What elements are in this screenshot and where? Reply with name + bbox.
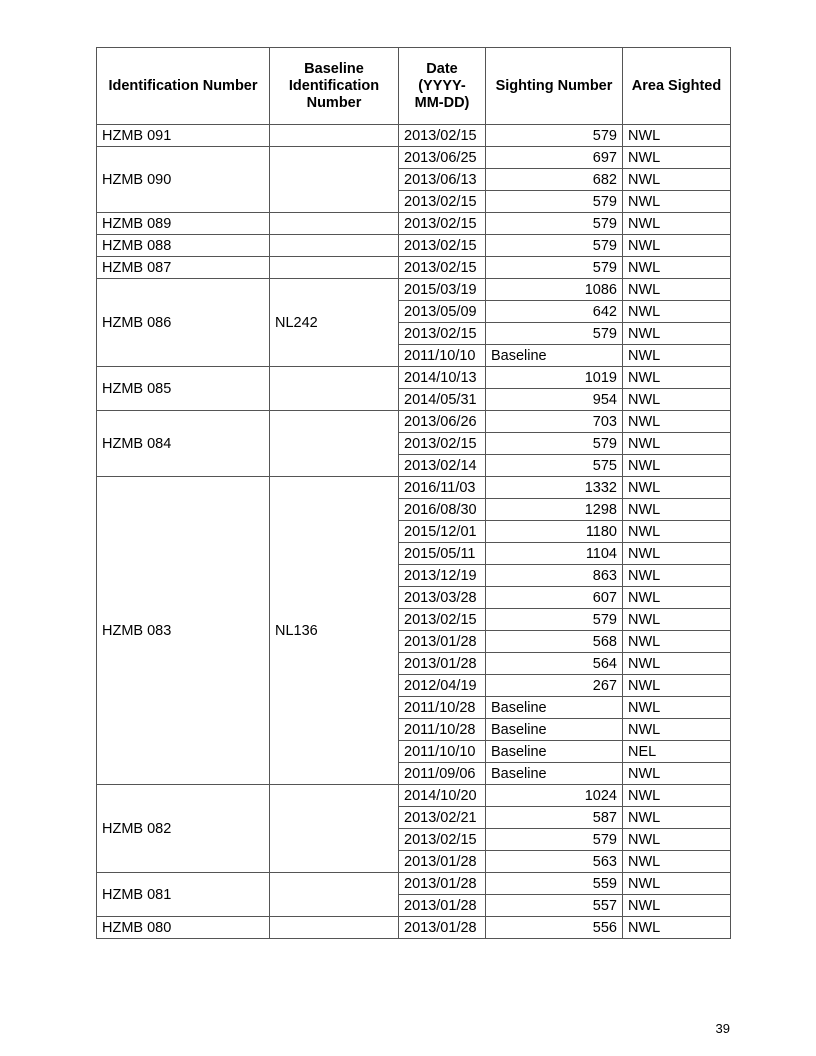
date-cell: 2013/02/15 xyxy=(399,213,486,235)
sighting-number-cell: 1180 xyxy=(486,521,623,543)
area-sighted-cell: NWL xyxy=(623,411,731,433)
identification-number-cell: HZMB 088 xyxy=(97,235,270,257)
date-cell: 2013/12/19 xyxy=(399,565,486,587)
table-row xyxy=(97,147,731,169)
sighting-number-cell: Baseline xyxy=(486,345,623,367)
sighting-number-cell: 1019 xyxy=(486,367,623,389)
table-row xyxy=(97,785,731,807)
date-cell: 2011/10/28 xyxy=(399,697,486,719)
sighting-number-cell: 579 xyxy=(486,257,623,279)
date-cell: 2013/01/28 xyxy=(399,851,486,873)
table-row xyxy=(97,279,731,301)
baseline-identification-cell: NL242 xyxy=(270,279,399,367)
date-cell: 2015/03/19 xyxy=(399,279,486,301)
sighting-number-cell: 682 xyxy=(486,169,623,191)
date-cell: 2014/10/13 xyxy=(399,367,486,389)
date-cell: 2015/12/01 xyxy=(399,521,486,543)
sighting-number-cell: 568 xyxy=(486,631,623,653)
table-body xyxy=(97,125,731,939)
table-row xyxy=(97,235,731,257)
baseline-identification-cell xyxy=(270,411,399,477)
date-cell: 2013/05/09 xyxy=(399,301,486,323)
area-sighted-cell: NWL xyxy=(623,169,731,191)
sighting-number-cell: 587 xyxy=(486,807,623,829)
sighting-number-cell: 703 xyxy=(486,411,623,433)
header-baseline-identification-number: Baseline Identification Number xyxy=(270,48,399,125)
table-row xyxy=(97,367,731,389)
sighting-number-cell: 607 xyxy=(486,587,623,609)
sighting-number-cell: 1086 xyxy=(486,279,623,301)
sighting-number-cell: 954 xyxy=(486,389,623,411)
table-header xyxy=(97,48,731,125)
sighting-number-cell: Baseline xyxy=(486,763,623,785)
date-cell: 2013/06/26 xyxy=(399,411,486,433)
sighting-number-cell: 579 xyxy=(486,213,623,235)
area-sighted-cell: NWL xyxy=(623,433,731,455)
date-cell: 2016/08/30 xyxy=(399,499,486,521)
date-cell: 2013/01/28 xyxy=(399,895,486,917)
identification-number-cell: HZMB 085 xyxy=(97,367,270,411)
date-cell: 2011/10/28 xyxy=(399,719,486,741)
area-sighted-cell: NWL xyxy=(623,367,731,389)
page-number: 39 xyxy=(715,1021,730,1036)
sighting-number-cell: 557 xyxy=(486,895,623,917)
area-sighted-cell: NWL xyxy=(623,389,731,411)
baseline-identification-cell xyxy=(270,873,399,917)
baseline-identification-cell xyxy=(270,917,399,939)
header-row xyxy=(97,48,731,125)
identification-number-cell: HZMB 089 xyxy=(97,213,270,235)
date-cell: 2014/10/20 xyxy=(399,785,486,807)
baseline-identification-cell: NL136 xyxy=(270,477,399,785)
identification-number-cell: HZMB 083 xyxy=(97,477,270,785)
identification-number-cell: HZMB 087 xyxy=(97,257,270,279)
area-sighted-cell: NWL xyxy=(623,147,731,169)
sighting-number-cell: 579 xyxy=(486,191,623,213)
area-sighted-cell: NWL xyxy=(623,279,731,301)
area-sighted-cell: NWL xyxy=(623,345,731,367)
date-cell: 2013/02/15 xyxy=(399,323,486,345)
identification-number-cell: HZMB 090 xyxy=(97,147,270,213)
date-cell: 2013/02/15 xyxy=(399,609,486,631)
header-identification-number: Identification Number xyxy=(97,48,270,125)
date-cell: 2013/02/21 xyxy=(399,807,486,829)
date-cell: 2013/01/28 xyxy=(399,653,486,675)
area-sighted-cell: NWL xyxy=(623,873,731,895)
date-cell: 2011/10/10 xyxy=(399,741,486,763)
area-sighted-cell: NWL xyxy=(623,477,731,499)
header-date: Date (YYYY-MM-DD) xyxy=(399,48,486,125)
baseline-identification-cell xyxy=(270,147,399,213)
sighting-number-cell: 1024 xyxy=(486,785,623,807)
sighting-number-cell: 579 xyxy=(486,829,623,851)
date-cell: 2013/06/13 xyxy=(399,169,486,191)
area-sighted-cell: NEL xyxy=(623,741,731,763)
sighting-number-cell: 579 xyxy=(486,323,623,345)
area-sighted-cell: NWL xyxy=(623,543,731,565)
sighting-number-cell: 267 xyxy=(486,675,623,697)
sighting-number-cell: 575 xyxy=(486,455,623,477)
identification-number-cell: HZMB 082 xyxy=(97,785,270,873)
area-sighted-cell: NWL xyxy=(623,213,731,235)
date-cell: 2016/11/03 xyxy=(399,477,486,499)
date-cell: 2011/09/06 xyxy=(399,763,486,785)
area-sighted-cell: NWL xyxy=(623,917,731,939)
table-row xyxy=(97,411,731,433)
sighting-number-cell: 1298 xyxy=(486,499,623,521)
date-cell: 2013/02/15 xyxy=(399,191,486,213)
table-row xyxy=(97,477,731,499)
area-sighted-cell: NWL xyxy=(623,719,731,741)
table-row xyxy=(97,213,731,235)
area-sighted-cell: NWL xyxy=(623,653,731,675)
area-sighted-cell: NWL xyxy=(623,455,731,477)
date-cell: 2013/02/15 xyxy=(399,125,486,147)
date-cell: 2013/02/14 xyxy=(399,455,486,477)
area-sighted-cell: NWL xyxy=(623,125,731,147)
baseline-identification-cell xyxy=(270,125,399,147)
identification-number-cell: HZMB 091 xyxy=(97,125,270,147)
sighting-number-cell: 1104 xyxy=(486,543,623,565)
sighting-number-cell: 863 xyxy=(486,565,623,587)
header-sighting-number: Sighting Number xyxy=(486,48,623,125)
sighting-number-cell: 564 xyxy=(486,653,623,675)
sightings-table xyxy=(96,47,731,939)
area-sighted-cell: NWL xyxy=(623,785,731,807)
area-sighted-cell: NWL xyxy=(623,807,731,829)
identification-number-cell: HZMB 081 xyxy=(97,873,270,917)
date-cell: 2012/04/19 xyxy=(399,675,486,697)
identification-number-cell: HZMB 080 xyxy=(97,917,270,939)
area-sighted-cell: NWL xyxy=(623,257,731,279)
sighting-number-cell: 697 xyxy=(486,147,623,169)
date-cell: 2013/01/28 xyxy=(399,631,486,653)
date-cell: 2013/01/28 xyxy=(399,917,486,939)
area-sighted-cell: NWL xyxy=(623,587,731,609)
area-sighted-cell: NWL xyxy=(623,565,731,587)
baseline-identification-cell xyxy=(270,213,399,235)
area-sighted-cell: NWL xyxy=(623,631,731,653)
area-sighted-cell: NWL xyxy=(623,609,731,631)
date-cell: 2013/06/25 xyxy=(399,147,486,169)
area-sighted-cell: NWL xyxy=(623,675,731,697)
sighting-number-cell: 579 xyxy=(486,125,623,147)
sighting-number-cell: 579 xyxy=(486,235,623,257)
area-sighted-cell: NWL xyxy=(623,763,731,785)
date-cell: 2015/05/11 xyxy=(399,543,486,565)
table-row xyxy=(97,257,731,279)
date-cell: 2013/02/15 xyxy=(399,257,486,279)
baseline-identification-cell xyxy=(270,235,399,257)
date-cell: 2013/02/15 xyxy=(399,235,486,257)
area-sighted-cell: NWL xyxy=(623,851,731,873)
area-sighted-cell: NWL xyxy=(623,191,731,213)
sighting-number-cell: Baseline xyxy=(486,741,623,763)
identification-number-cell: HZMB 086 xyxy=(97,279,270,367)
baseline-identification-cell xyxy=(270,367,399,411)
header-area-sighted: Area Sighted xyxy=(623,48,731,125)
table-row xyxy=(97,917,731,939)
sighting-number-cell: 556 xyxy=(486,917,623,939)
sighting-number-cell: Baseline xyxy=(486,697,623,719)
identification-number-cell: HZMB 084 xyxy=(97,411,270,477)
area-sighted-cell: NWL xyxy=(623,697,731,719)
sighting-number-cell: 559 xyxy=(486,873,623,895)
sighting-number-cell: Baseline xyxy=(486,719,623,741)
table-row xyxy=(97,873,731,895)
sighting-number-cell: 579 xyxy=(486,433,623,455)
date-cell: 2013/02/15 xyxy=(399,829,486,851)
area-sighted-cell: NWL xyxy=(623,499,731,521)
area-sighted-cell: NWL xyxy=(623,829,731,851)
date-cell: 2013/02/15 xyxy=(399,433,486,455)
area-sighted-cell: NWL xyxy=(623,301,731,323)
sighting-number-cell: 579 xyxy=(486,609,623,631)
sighting-number-cell: 1332 xyxy=(486,477,623,499)
date-cell: 2011/10/10 xyxy=(399,345,486,367)
baseline-identification-cell xyxy=(270,257,399,279)
sighting-number-cell: 563 xyxy=(486,851,623,873)
baseline-identification-cell xyxy=(270,785,399,873)
sighting-number-cell: 642 xyxy=(486,301,623,323)
date-cell: 2013/01/28 xyxy=(399,873,486,895)
date-cell: 2013/03/28 xyxy=(399,587,486,609)
table-row xyxy=(97,125,731,147)
area-sighted-cell: NWL xyxy=(623,235,731,257)
area-sighted-cell: NWL xyxy=(623,323,731,345)
area-sighted-cell: NWL xyxy=(623,521,731,543)
area-sighted-cell: NWL xyxy=(623,895,731,917)
date-cell: 2014/05/31 xyxy=(399,389,486,411)
